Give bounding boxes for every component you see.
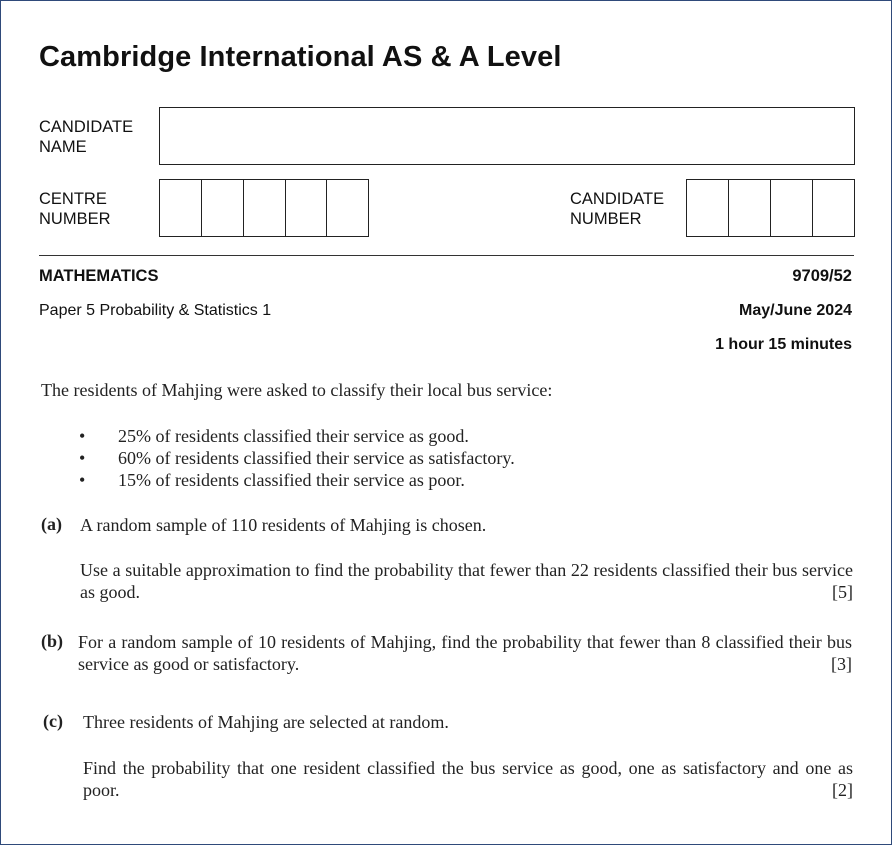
question-intro: The residents of Mahjing were asked to classify their local bus service: (41, 380, 553, 400)
paper-title: Paper 5 Probability & Statistics 1 (39, 302, 272, 319)
part-c-marks: [2] (832, 780, 853, 800)
centre-number-cell-divider (243, 180, 244, 236)
bullet-icon: • (79, 426, 86, 446)
centre-number-cell-divider (326, 180, 327, 236)
part-c-question: Find the probability that one resident classified the bus service as good, one as satisfactory and one as poor. [2] (83, 758, 853, 800)
part-b-label: (b) (41, 631, 63, 651)
subject-title: MATHEMATICS (39, 267, 159, 285)
part-c-label: (c) (43, 711, 63, 731)
exam-session: May/June 2024 (739, 302, 852, 319)
header-divider (39, 255, 854, 256)
page-title: Cambridge International AS & A Level (39, 41, 562, 73)
part-a-question: Use a suitable approximation to find the probability that fewer than 22 residents classified their bus service as good. [5] (80, 560, 853, 602)
centre-number-cell-divider (201, 180, 202, 236)
centre-number-cell-divider (285, 180, 286, 236)
candidate-number-cell-divider (728, 180, 729, 236)
paper-code: 9709/52 (792, 267, 852, 285)
exam-page: Cambridge International AS & A Level CANDIDATE NAME CENTRE NUMBER CANDIDATE NUMBER MATHEMATICS 9709/52 Paper 5 Probability & Statistics 1 May/June 2024 1 hour 15 minutes The residents of Mahjing were asked to classify their local bus service: • 25% of residents classified their service as good. • 60% of residents classified their service as satisfactory. • 15% of residents classified their service as poor. (a) A random sample of 110 residents of Mahjing is chosen. Use a suitable approximation to find the probability that fewer than 22 residents classified their bus service as good. [5] (b) For a random sample of 10 residents of Mahjing, find the probability that fewer than 8 classified their bus service as good or satisfactory. [3] (c) Three residents of Mahjing are selected at random. Find the probability that one resident classified the bus service as good, one as satisfactory and one as poor. [2] (0, 0, 892, 845)
bullet-icon: • (79, 448, 86, 468)
candidate-number-label: CANDIDATE NUMBER (570, 190, 665, 228)
part-c-lead: Three residents of Mahjing are selected at random. (83, 712, 449, 732)
candidate-number-cell-divider (812, 180, 813, 236)
candidate-number-field[interactable] (686, 179, 855, 237)
candidate-number-cell-divider (770, 180, 771, 236)
centre-number-field[interactable] (159, 179, 369, 237)
bullet-icon: • (79, 470, 86, 490)
part-b-question: For a random sample of 10 residents of Mahjing, find the probability that fewer than 8 classified their bus service as good or satisfactory. [3] (78, 632, 852, 674)
candidate-name-label: CANDIDATE NAME (39, 118, 134, 156)
candidate-name-field[interactable] (159, 107, 855, 165)
part-a-label: (a) (41, 514, 62, 534)
part-a-lead: A random sample of 110 residents of Mahjing is chosen. (80, 515, 487, 535)
part-a-marks: [5] (832, 582, 853, 602)
exam-duration: 1 hour 15 minutes (715, 336, 852, 353)
centre-number-label: CENTRE NUMBER (39, 190, 111, 228)
part-b-marks: [3] (831, 654, 852, 674)
